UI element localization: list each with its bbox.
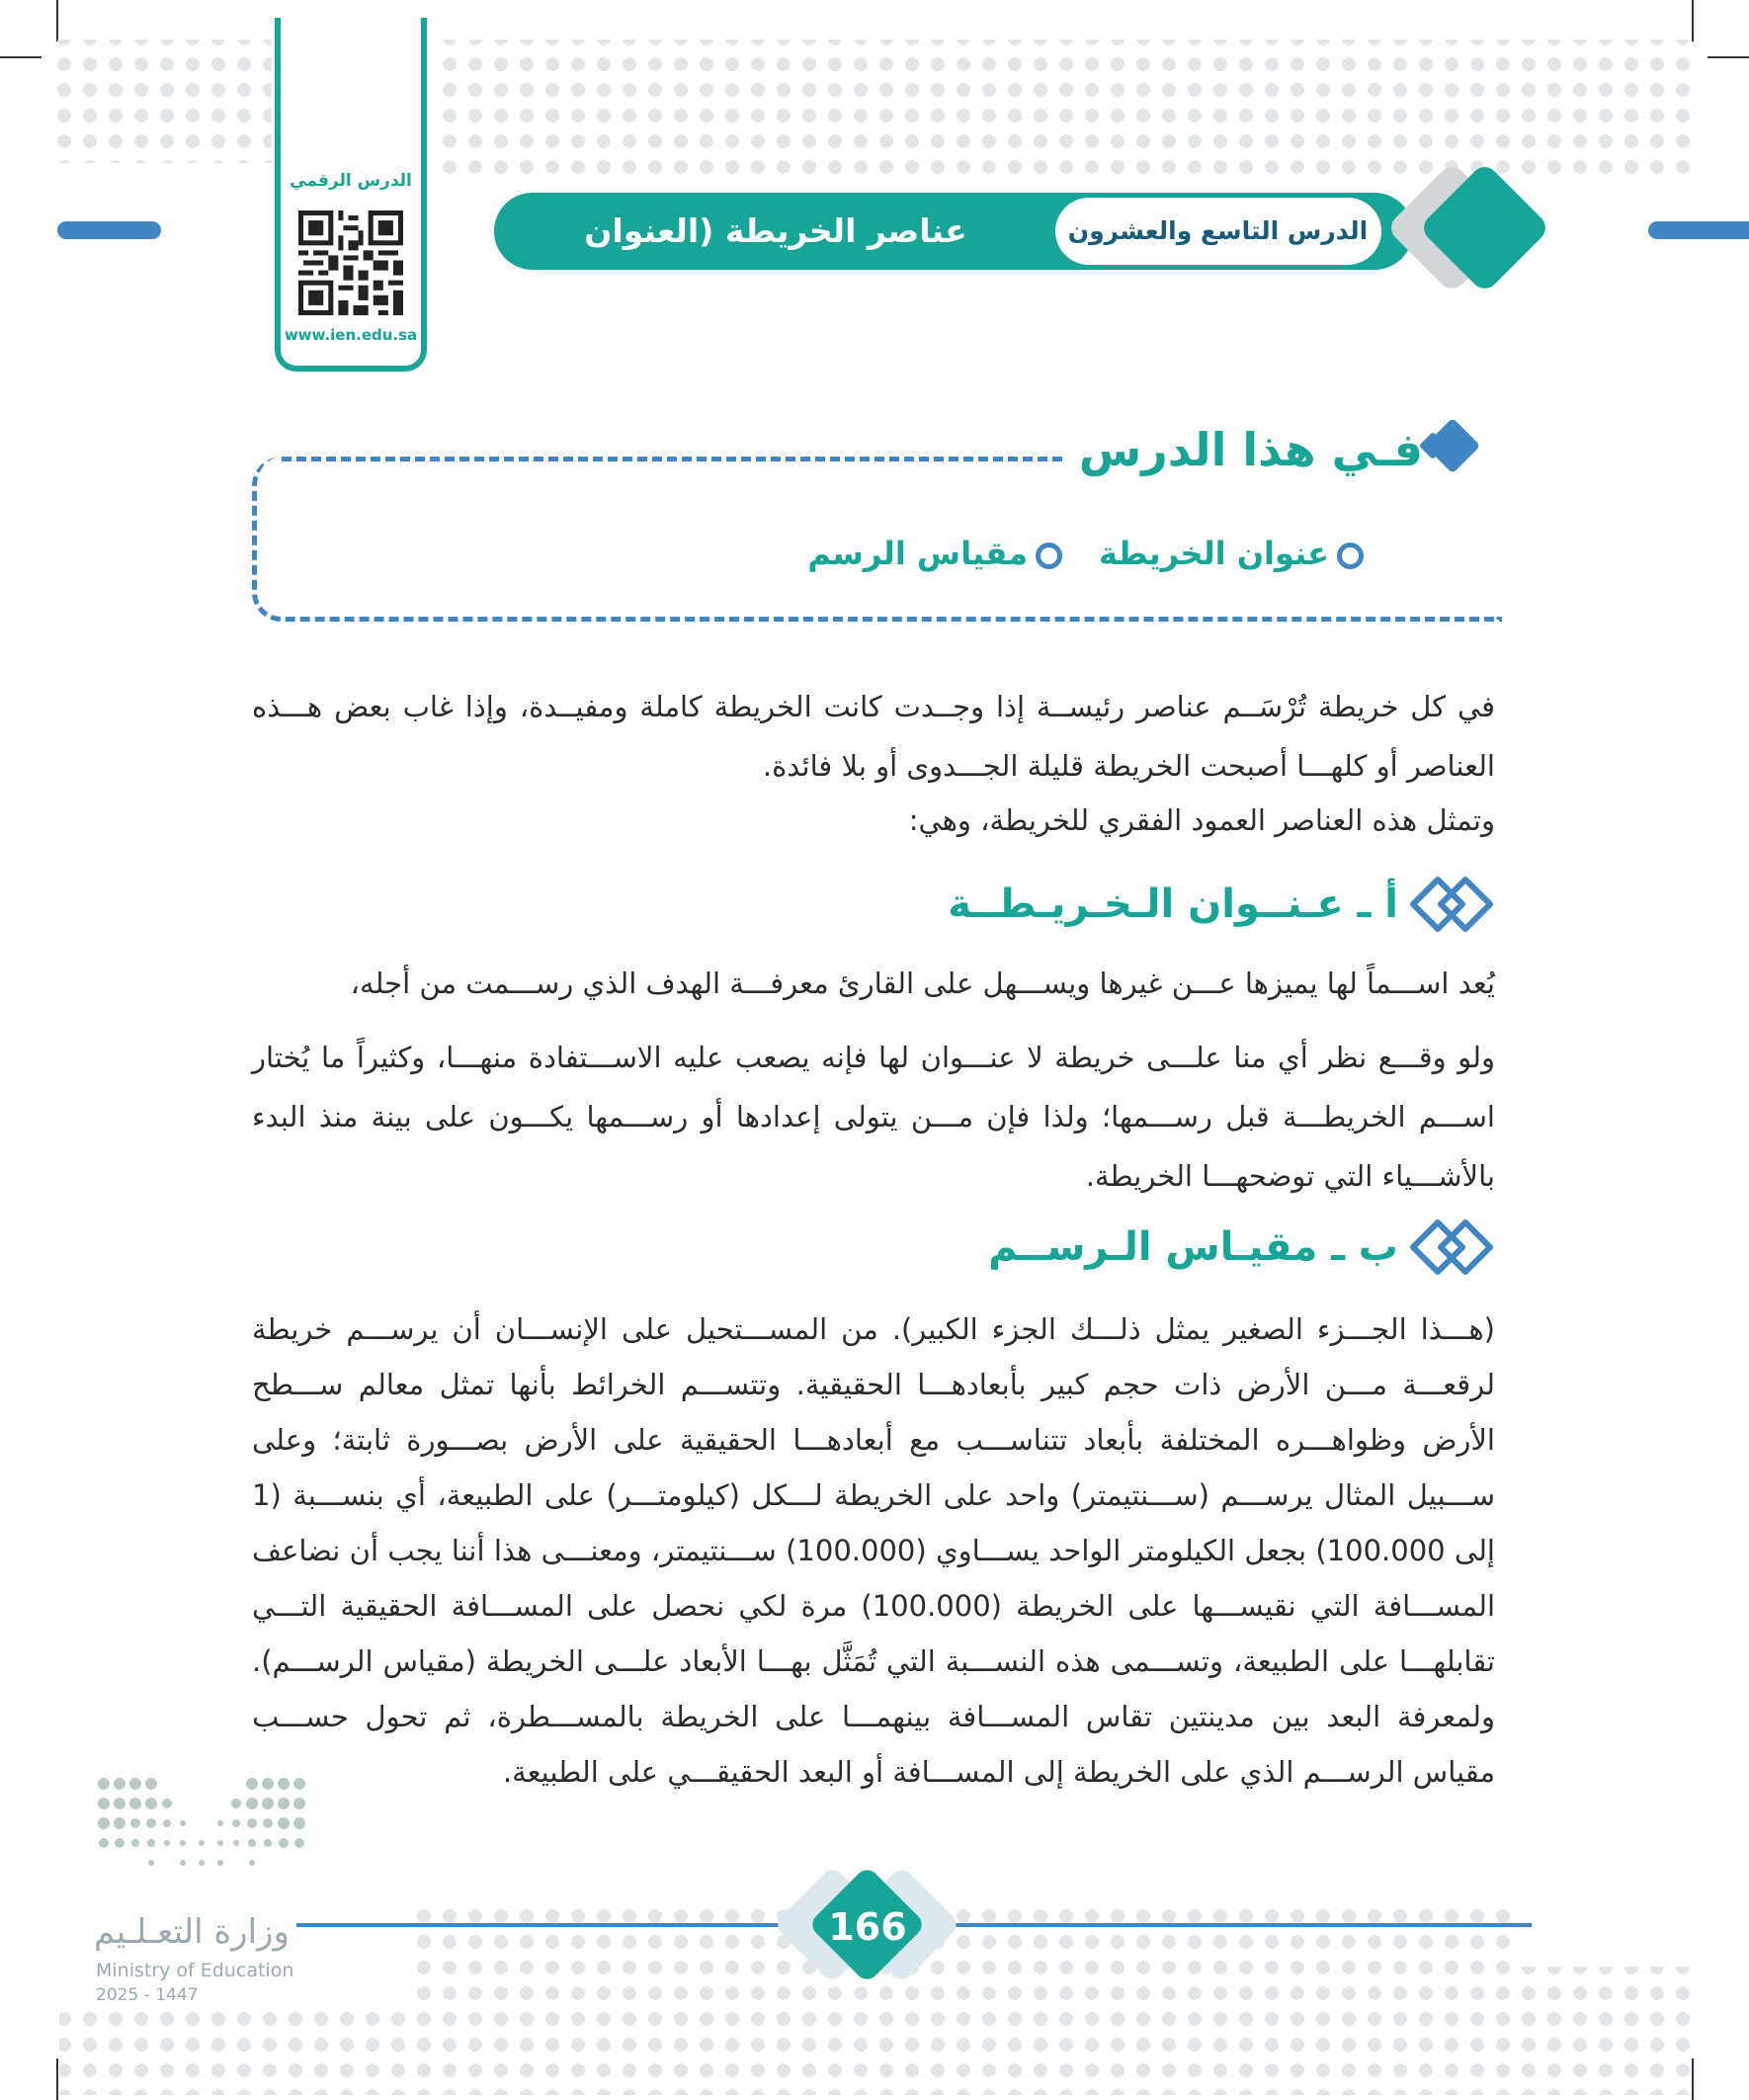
academic-year: 2025 - 1447 [96,1985,199,2005]
section-b-paragraph: (هـــذا الجـــزء الصغير يمثل ذلـــك الجزء الكبير). من المســـتحيل على الإنســـان أن يرســـم خريطة لرقعـــة مـــن الأرض ذات حجم كبير بأبعادهـــا الحقيقية. وتتســـم الخرائط بأنها تمثل معالم ســـطح الأرض وظواهـــره المختلفة بأبعاد تتناســـب مع أبعادهـــا الحقيقية على الأرض بصـــورة ثابتة؛ وعلى ســـبيل المثال يرســـم (ســـنتيمتر) واحد على الخريطة لـــكل (كيلومتـــر) على الطبيعة، أي بنســـبة (1 إلى 100.000) بجعل الكيلومتر الواحد يســـاوي (100.000) ســـنتيمتر، ومعنـــى هذا أننا يجب أن نضاعف المســـافة التي نقيســـها على الخريطة (100.000) مرة لكي نحصل على المســـافة الحقيقية التـــي تقابلهـــا على الطبيعة، وتســـمى هذه النســـبة التي تُمَثَّل بهـــا الأبعاد علـــى الخريطة (مقياس الرســـم). ولمعرفة البعد بين مدينتين تقاس المســـافة بينهمـــا على الخريطة بالمســـطرة، ثم تحول حســـب مقياس الرســـم الذي على الخريطة إلى المســـافة أو البعد الحقيقـــي على الطبيعة. [252,1312,1496,1789]
intro-paragraph: في كل خريطة تُرْسَــم عناصر رئيســة إذا وجــدت كانت الخريطة كاملة ومفيــدة، وإذا غاب بعض هـــذه العناصر أو كلهـــا أصبحت الخريطة قليلة الجـــدوى أو بلا فائدة. [252,690,1495,783]
section-a-heading: أ ـ عـنــوان الـخـريـطــة [948,882,1398,927]
section-a-paragraph-2: ولو وقـــع نظر أي منا علـــى خريطة لا عنـــوان لها فإنه يصعب عليه الاســـتفادة منهـــا، وكثيراً ما يُختار اســـم الخريطـــة قبل رســـمها؛ ولذا فإن مـــن يتولى إعدادها أو رســـمها يكـــون على بينة منذ البدء بالأشـــياء التي توضحهـــا الخريطة. [252,1041,1495,1193]
ministry-name-arabic: وزارة التعـلـيم [94,1912,290,1952]
lesson-topics-box-top [282,457,1062,462]
double-diamond-icon [1408,875,1497,934]
intro-paragraph-2: وتمثل هذه العناصر العمود الفقري للخريطة، وهي: [908,803,1495,837]
ministry-name-english: Ministry of Education [96,1960,294,1981]
section-a-paragraph-1: يُعد اســـماً لها يميزها عـــن غيرها ويســـهل على القارئ معرفـــة الهدف الذي رســـمت من أجله، [350,966,1495,1000]
digital-lesson-url[interactable]: www.ien.edu.sa [284,326,418,344]
ministry-logo-icon [94,1774,311,1902]
section-b-heading: ب ـ مقيـاس الـرســم [988,1224,1398,1270]
side-bar-left [57,221,161,239]
topic-map-scale: مقياس الرسم [791,529,1062,578]
circle-bullet-icon [1337,543,1364,569]
double-diamond-icon [1408,1218,1497,1277]
lesson-number: الدرس التاسع والعشرون [1067,216,1369,245]
topic-map-title: عنوان الخريطة [1107,529,1364,578]
lesson-title: عناصر الخريطة (العنوان والمقياس) [584,211,967,327]
digital-lesson-label: الدرس الرقمي [290,171,412,191]
circle-bullet-icon [1036,543,1062,569]
in-this-lesson-heading: فـي هذا الدرس [1078,423,1423,476]
side-bar-right [1648,221,1749,239]
digital-lesson-card[interactable] [275,18,427,372]
qr-code-icon[interactable] [298,210,403,315]
page-number: 166 [828,1905,907,1949]
